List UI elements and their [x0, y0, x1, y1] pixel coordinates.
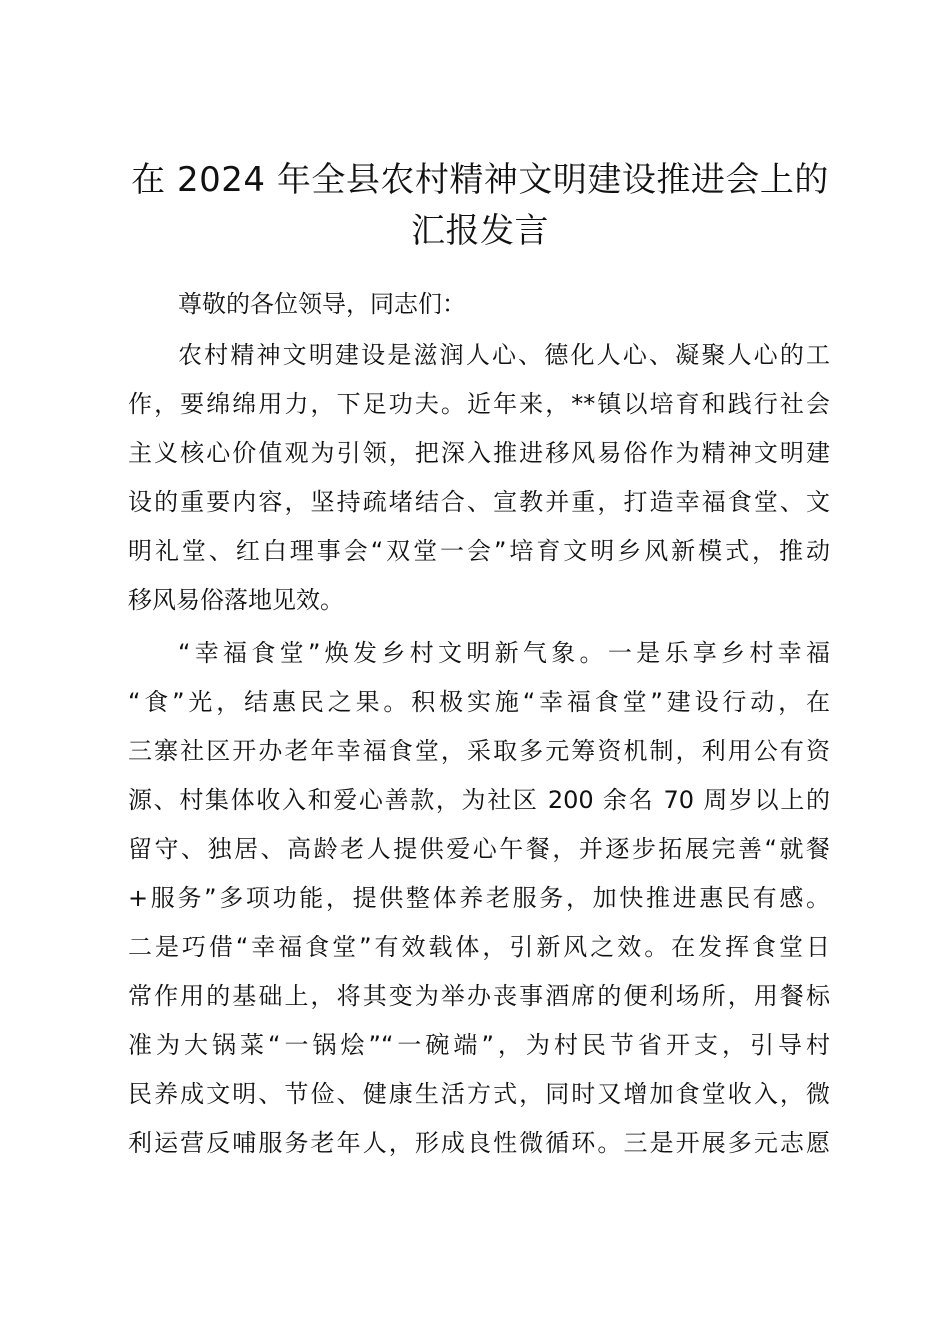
- paragraph-1-line: 农村精神文明建设是滋润人心、德化人心、凝聚人心的工: [178, 341, 830, 369]
- paragraph-1-line: 设的重要内容，坚持疏堵结合、宣教并重，打造幸福食堂、文: [128, 488, 830, 516]
- paragraph-2-line: 利运营反哺服务老年人，形成良性微循环。三是开展多元志愿: [128, 1129, 830, 1157]
- paragraph-2-line: 常作用的基础上，将其变为举办丧事酒席的便利场所，用餐标: [128, 982, 830, 1010]
- paragraph-1-line: 移风易俗落地见效。: [128, 586, 344, 614]
- title-line-1: 在 2024 年全县农村精神文明建设推进会上的: [131, 160, 829, 200]
- document-title: [110, 155, 850, 257]
- greeting: 尊敬的各位领导，同志们：: [178, 290, 466, 318]
- paragraph-2-line: “食”光，结惠民之果。积极实施“幸福食堂”建设行动，在: [128, 688, 830, 716]
- paragraph-2-line: 准为大锅菜“一锅烩”“一碗端”，为村民节省开支，引导村: [128, 1031, 830, 1059]
- paragraph-2-line: 二是巧借“幸福食堂”有效载体，引新风之效。在发挥食堂日: [128, 933, 830, 961]
- paragraph-2-line: +服务”多项功能，提供整体养老服务，加快推进惠民有感。: [128, 884, 830, 912]
- paragraph-1-line: 主义核心价值观为引领，把深入推进移风易俗作为精神文明建: [128, 439, 830, 467]
- paragraph-1-line: 明礼堂、红白理事会“双堂一会”培育文明乡风新模式，推动: [128, 537, 830, 565]
- paragraph-1-line: 作，要绵绵用力，下足功夫。近年来，**镇以培育和践行社会: [128, 390, 830, 418]
- paragraph-2-line: 源、村集体收入和爱心善款，为社区 200 余名 70 周岁以上的: [128, 786, 830, 814]
- title-line-2: 汇报发言: [411, 211, 549, 251]
- paragraph-2-line: “幸福食堂”焕发乡村文明新气象。一是乐享乡村幸福: [178, 639, 830, 667]
- paragraph-2-line: 留守、独居、高龄老人提供爱心午餐，并逐步拓展完善“就餐: [128, 835, 830, 863]
- paragraph-2-line: 三寨社区开办老年幸福食堂，采取多元筹资机制，利用公有资: [128, 737, 830, 765]
- paragraph-2-line: 民养成文明、节俭、健康生活方式，同时又增加食堂收入，微: [128, 1080, 830, 1108]
